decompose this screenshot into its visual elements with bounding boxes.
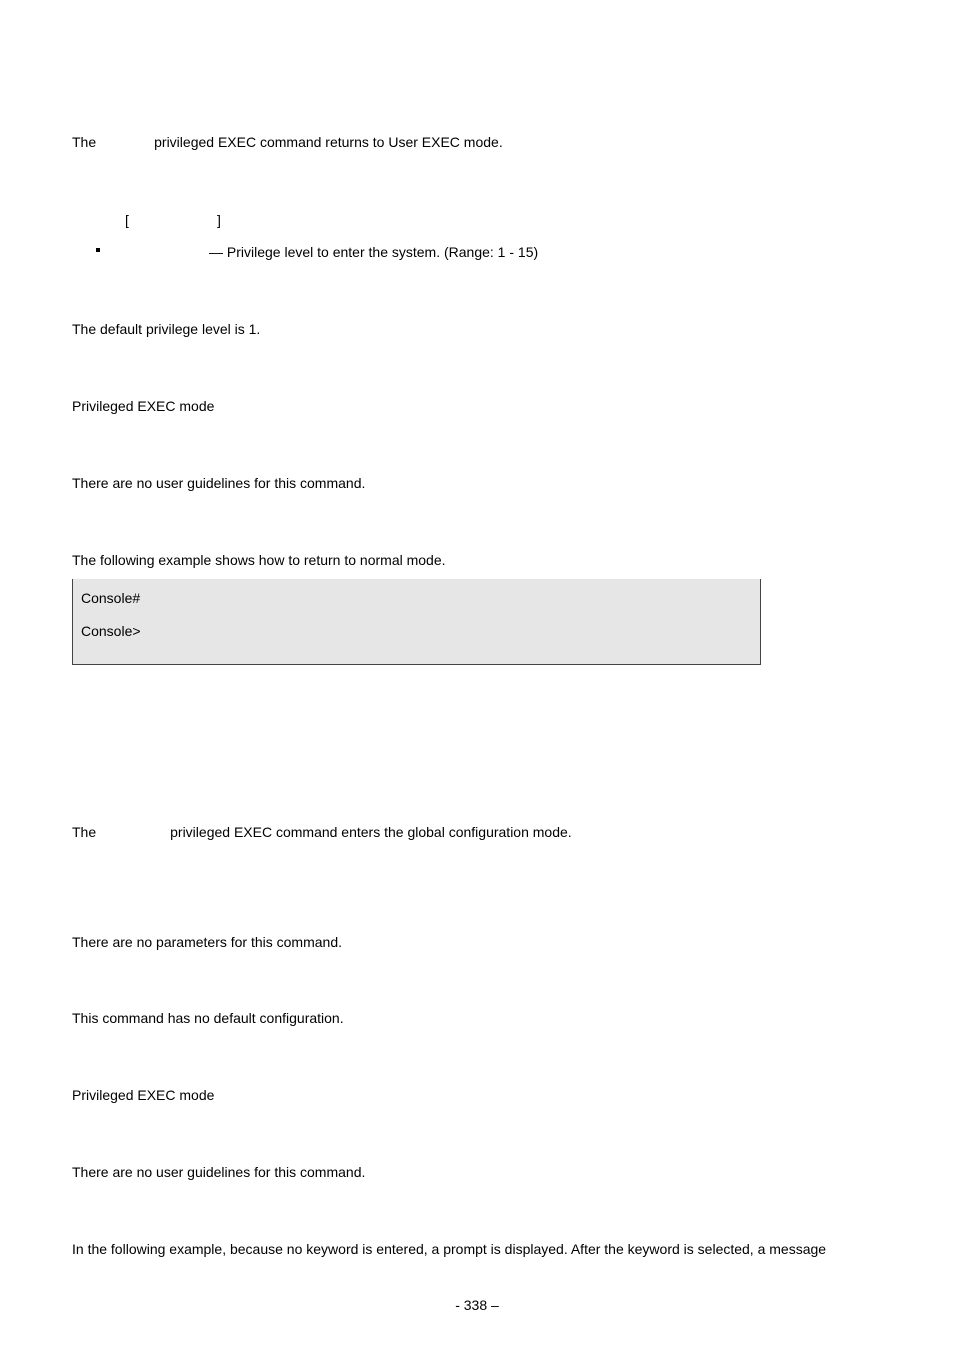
- description-text: privileged EXEC command enters the global configuration mode.: [170, 824, 572, 840]
- code-line: Console#: [81, 590, 141, 606]
- bullet-icon: [96, 248, 100, 252]
- description-text: privileged EXEC command returns to User EXEC mode.: [154, 134, 503, 150]
- user-guidelines-text: There are no user guidelines for this command.: [72, 475, 366, 491]
- parameters-text: There are no parameters for this command.: [72, 934, 343, 950]
- syntax-open-bracket: [: [125, 212, 129, 228]
- disable-description: [72, 134, 503, 150]
- description-prefix: The: [72, 134, 97, 150]
- syntax-close-bracket: ]: [217, 212, 221, 228]
- default-text: The default privilege level is 1.: [72, 321, 261, 337]
- default-text: This command has no default configuration.: [72, 1010, 344, 1026]
- user-guidelines-text: There are no user guidelines for this command.: [72, 1164, 366, 1180]
- example-intro: In the following example, because no keyword is entered, a prompt is displayed. After the keyword is selected, a message: [72, 1241, 827, 1257]
- code-example-box: [72, 579, 761, 665]
- command-mode-text: Privileged EXEC mode: [72, 1087, 215, 1103]
- command-mode-text: Privileged EXEC mode: [72, 398, 215, 414]
- page-number: - 338 –: [455, 1297, 499, 1313]
- description-prefix: The: [72, 824, 97, 840]
- parameter-description: — Privilege level to enter the system. (Range: 1 - 15): [209, 244, 539, 260]
- example-intro: The following example shows how to return to normal mode.: [72, 552, 446, 568]
- code-line: Console>: [81, 623, 141, 639]
- configure-description: [72, 824, 572, 840]
